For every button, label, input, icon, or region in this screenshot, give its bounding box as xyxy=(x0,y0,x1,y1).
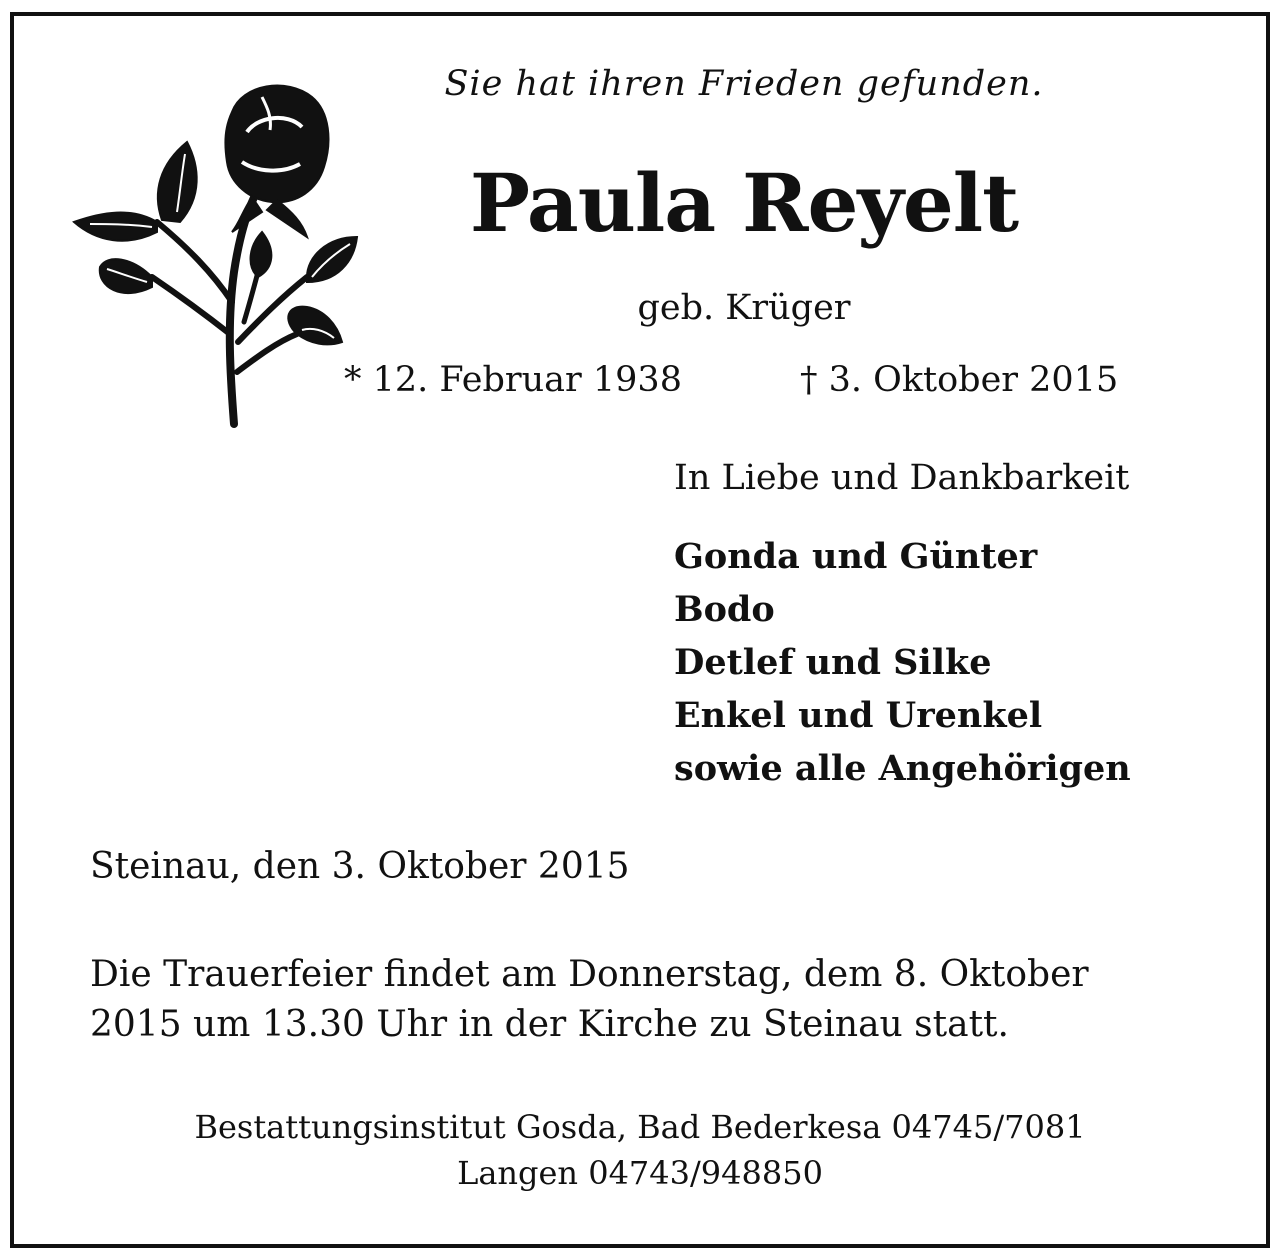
motto: Sie hat ihren Frieden gefunden. xyxy=(444,64,1044,104)
birth-date: * 12. Februar 1938 xyxy=(344,360,682,400)
mourner-entry: Detlef und Silke xyxy=(674,642,992,683)
deceased-name: Paula Reyelt xyxy=(469,156,1019,250)
funeral-home-line: Bestattungsinstitut Gosda, Bad Bederkesa 04745/7081 xyxy=(194,1108,1086,1146)
funeral-home-info xyxy=(14,1104,1266,1196)
death-date: † 3. Oktober 2015 xyxy=(800,360,1119,400)
rose-icon xyxy=(62,72,362,432)
ceremony-info xyxy=(90,950,1230,1050)
ceremony-line: 2015 um 13.30 Uhr in der Kirche zu Steinau statt. xyxy=(90,1004,1009,1045)
funeral-home-line: Langen 04743/948850 xyxy=(457,1154,823,1192)
mourner-entry: Enkel und Urenkel xyxy=(674,695,1043,736)
mourner-entry: Bodo xyxy=(674,589,775,630)
mourner-entry: Gonda und Günter xyxy=(674,536,1038,577)
place-date: Steinau, den 3. Oktober 2015 xyxy=(90,846,630,887)
mourners-list xyxy=(674,530,1131,795)
mourner-entry: sowie alle Angehörigen xyxy=(674,748,1131,789)
obituary-frame xyxy=(10,12,1270,1248)
dedication: In Liebe und Dankbarkeit xyxy=(674,458,1130,498)
ceremony-line: Die Trauerfeier findet am Donnerstag, dem 8. Oktober xyxy=(90,954,1089,995)
maiden-name: geb. Krüger xyxy=(637,288,851,328)
